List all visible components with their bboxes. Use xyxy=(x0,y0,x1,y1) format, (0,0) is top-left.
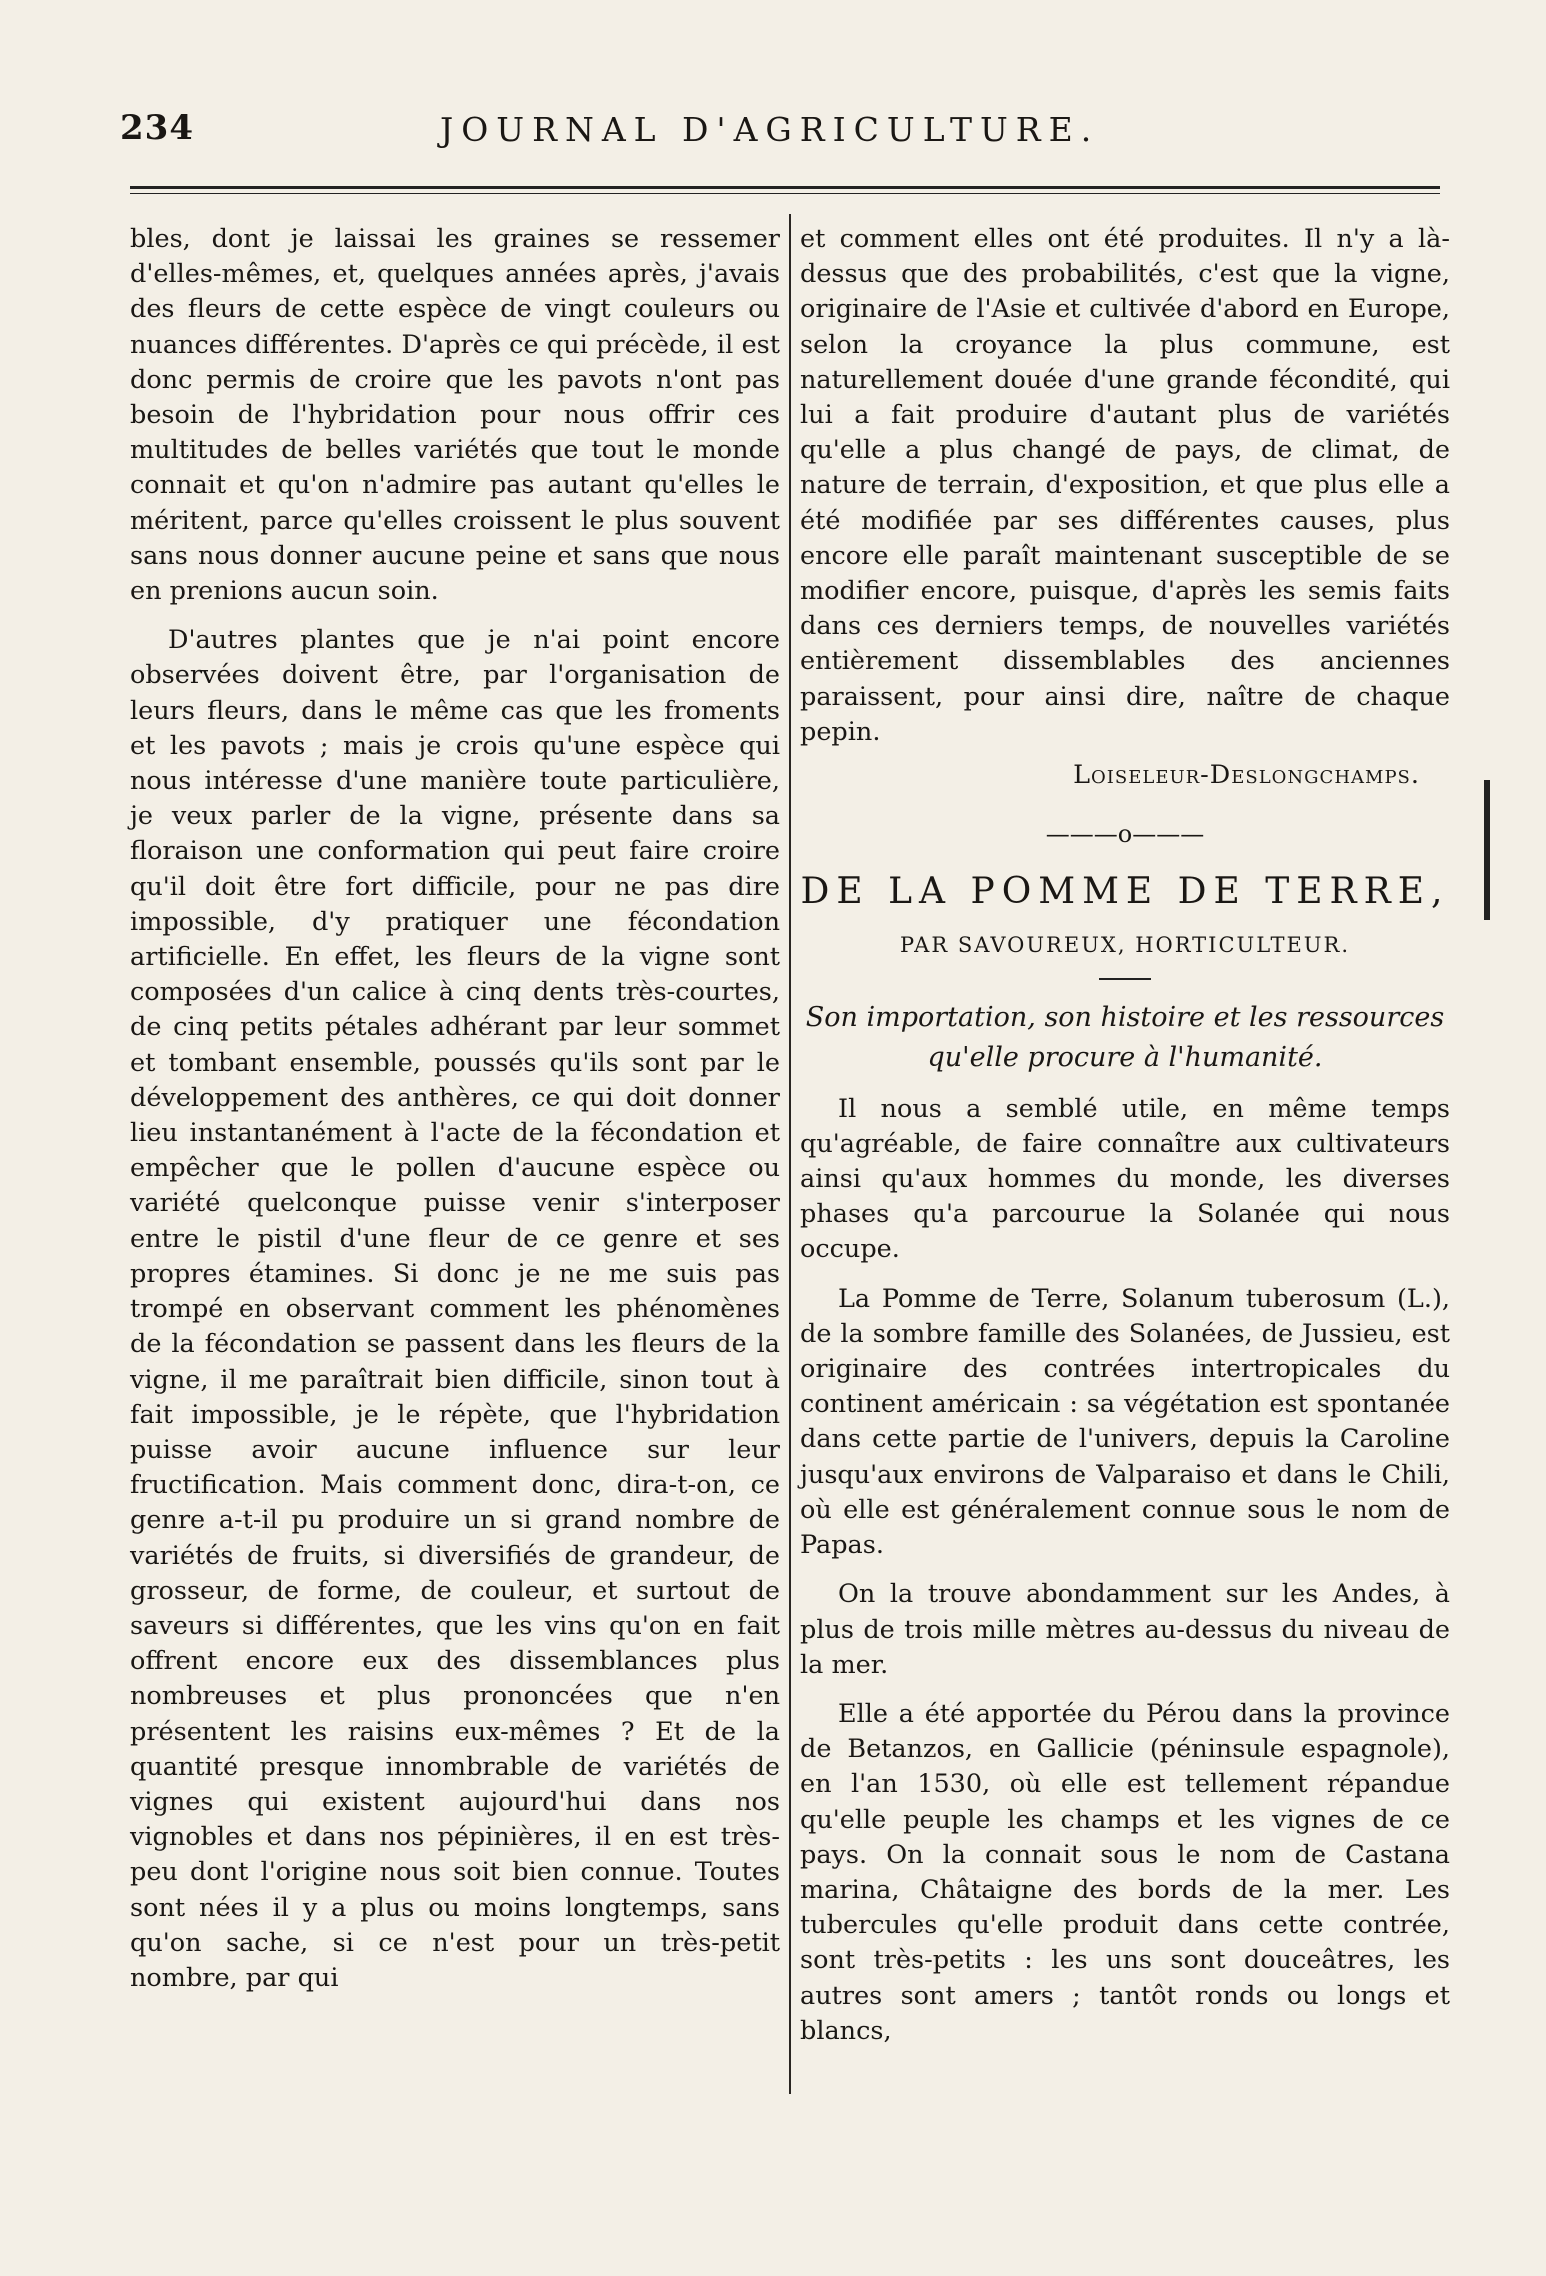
page-header xyxy=(120,108,1460,168)
paragraph: Il nous a semblé utile, en même temps qu'agréable, de faire connaître aux cultivateurs ainsi qu'aux hommes du monde, les diverses phases qu'a parcourue la Solanée qui nous occupe. xyxy=(800,1093,1450,1265)
running-title: JOURNAL D'AGRICULTURE. xyxy=(440,110,1100,149)
paragraph: et comment elles ont été produites. Il n'y a là-dessus que des probabilités, c'est que la vigne, originaire de l'Asie et cultivée d'abord en Europe, selon la croyance la plus commune, est naturellement douée d'une grande fécondité, qui lui a fait produire d'autant plus de variétés qu'elle a plus changé de pays, de climat, de nature de terrain, d'exposition, et que plus elle a été modifiée par ses différentes causes, plus encore elle paraît maintenant susceptible de se modifier encore, puisque, d'après les semis faits dans ces derniers temps, de nouvelles variétés entièrement dissemblables des anciennes paraissent, pour ainsi dire, naître de chaque pepin. xyxy=(800,224,1450,747)
margin-mark xyxy=(1484,780,1490,920)
column-divider xyxy=(789,214,791,2094)
paragraph: La Pomme de Terre, Solanum tuberosum (L.), de la sombre famille des Solanées, de Jussieu, est originaire des contrées intertropicales du continent américain : sa végétation est spontanée dans cette partie de l'univers, depuis la Caroline jusqu'aux environs de Valparaiso et dans le Chili, où elle est généralement connue sous le nom de Papas. xyxy=(800,1283,1450,1561)
header-rule xyxy=(130,186,1440,194)
article-byline: PAR SAVOUREUX, HORTICULTEUR. xyxy=(899,933,1350,958)
paragraph: bles, dont je laissai les graines se ressemer d'elles-mêmes, et, quelques années après, j'avais des fleurs de cette espèce de vingt couleurs ou nuances différentes. D'après ce qui précède, il est donc permis de croire que les pavots n'ont pas besoin de l'hybridation pour nous offrir ces multitudes de belles variétés que tout le monde connait et qu'on n'admire pas autant qu'elles le méritent, parce qu'elles croissent le plus souvent sans nous donner aucune peine et sans que nous en prenions aucun soin. xyxy=(130,224,780,607)
subtitle-line: Son importation, son histoire et les ressources xyxy=(805,1001,1445,1033)
title-rule xyxy=(1099,978,1151,980)
paragraph: D'autres plantes que je n'ai point encore observées doivent être, par l'organisation de leurs fleurs, dans le même cas que les froments et les pavots ; mais je crois qu'une espèce qui nous intéresse d'une manière toute particulière, je veux parler de la vigne, présente dans sa floraison une conformation qui peut faire croire qu'il doit être fort difficile, pour ne pas dire impossible, d'y pratiquer une fécondation artificielle. En effet, les fleurs de la vigne sont composées d'un calice à cinq dents très-courtes, de cinq petits pétales adhérant par leur sommet et tombant ensemble, poussés qu'ils sont par le développement des anthères, ce qui doit donner lieu instantanément à l'acte de la fécondation et empêcher que le pollen d'aucune espèce ou variété quelconque puisse venir s'interposer entre le pistil d'une fleur de ce genre et ses propres étamines. Si donc je ne me suis pas trompé en observant comment les phénomènes de la fécondation se passent dans les fleurs de la vigne, il me paraîtrait bien difficile, sinon tout à fait impossible, je le répète, que l'hybridation puisse avoir aucune influence sur leur fructification. Mais comment donc, dira-t-on, ce genre a-t-il pu produire un si grand nombre de variétés de fruits, si diversifiés de grandeur, de grosseur, de forme, de couleur, et surtout de saveurs si différentes, que les vins qu'on en fait offrent encore eux des dissemblances plus nombreuses et plus prononcées que n'en présentent les raisins eux-mêmes ? Et de la quantité presque innombrable de variétés de vignes qui existent aujourd'hui dans nos vignobles et dans nos pépinières, il en est très-peu dont l'origine nous soit bien connue. Toutes sont nées il y a plus ou moins longtemps, sans qu'on sache, si ce n'est pour un très-petit nombre, par qui xyxy=(130,625,780,1993)
article-subtitle xyxy=(800,998,1450,1078)
page-number: 234 xyxy=(120,108,194,148)
paragraph: Elle a été apportée du Pérou dans la province de Betanzos, en Gallicie (péninsule espagnole), en l'an 1530, où elle est tellement répandue qu'elle peuple les champs et les vignes de ce pays. On la connait sous le nom de Castana marina, Châtaigne des bords de la mer. Les tubercules qu'elle produit dans cette contrée, sont très-petits : les uns sont douceâtres, les autres sont amers ; tantôt ronds ou longs et blancs, xyxy=(800,1698,1450,2046)
paragraph: On la trouve abondamment sur les Andes, à plus de trois mille mètres au-dessus du niveau de la mer. xyxy=(800,1579,1450,1680)
author-signature: Loiseleur-Deslongchamps. xyxy=(1073,760,1420,791)
left-column xyxy=(130,222,780,1996)
right-column xyxy=(800,222,1450,2049)
article-title: DE LA POMME DE TERRE, xyxy=(800,871,1450,913)
section-ornament: ———o——— xyxy=(1045,820,1205,849)
subtitle-line: qu'elle procure à l'humanité. xyxy=(927,1041,1323,1073)
